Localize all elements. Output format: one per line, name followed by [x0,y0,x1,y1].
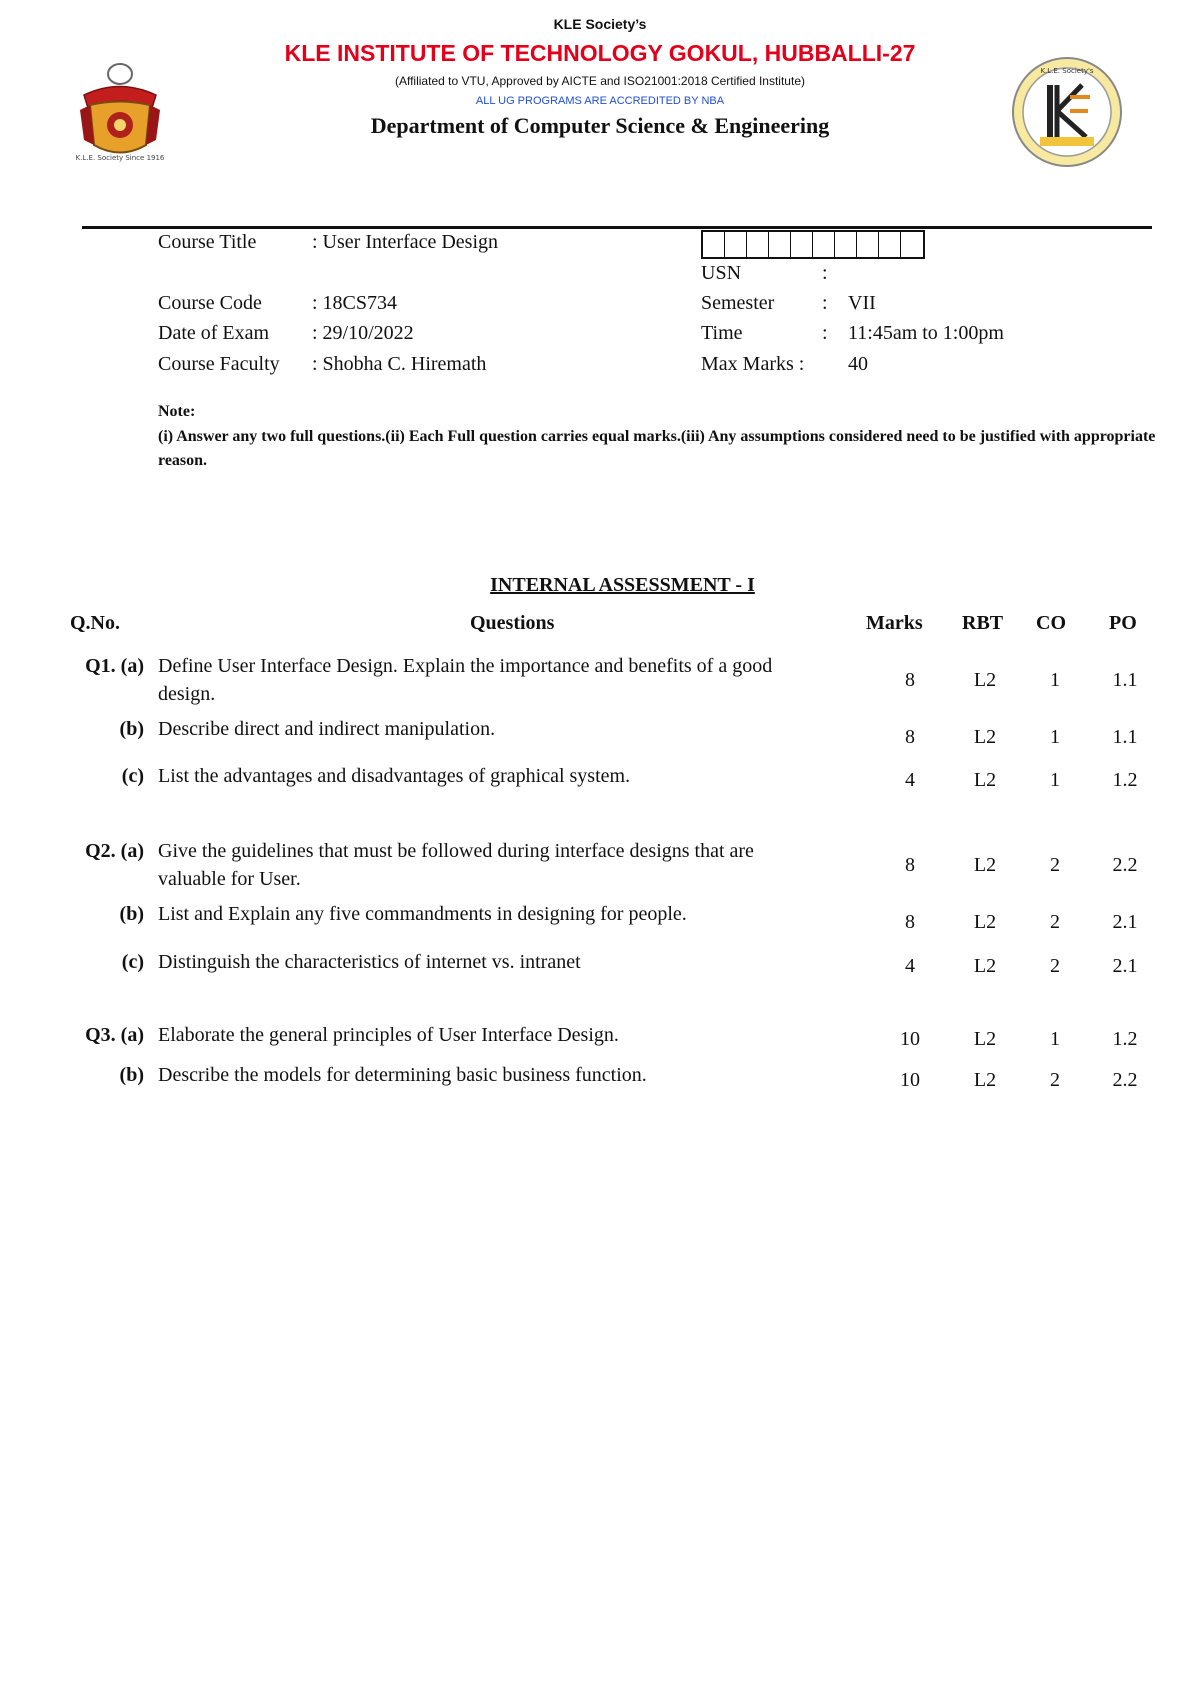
course-faculty-value: : Shobha C. Hiremath [312,353,487,375]
usn-box[interactable] [813,232,835,257]
question-rbt: L2 [973,669,997,691]
usn-separator: : [822,262,828,284]
course-code-label: Course Code [158,292,262,314]
question-text: Define User Interface Design. Explain the importance and benefits of a good design. [158,655,773,705]
question-marks: 8 [905,854,915,876]
question-number: Q2. (a) [85,840,144,862]
semester-value: VII [848,292,876,314]
right-logo-text: K.L.E. Society's [1040,67,1094,75]
usn-box[interactable] [747,232,769,257]
question-po: 2.1 [1112,911,1138,933]
question-rbt: L2 [973,854,997,876]
question-co: 2 [1050,955,1060,977]
column-header-rbt: RBT [962,612,1004,634]
question-text: List the advantages and disadvantages of graphical system. [158,765,631,787]
question-marks: 10 [900,1069,920,1091]
question-co: 2 [1050,911,1060,933]
semester-separator: : [822,292,828,314]
usn-box[interactable] [769,232,791,257]
note-title: Note: [158,403,196,420]
question-marks: 10 [900,1028,920,1050]
usn-box[interactable] [857,232,879,257]
institute-name: KLE INSTITUTE OF TECHNOLOGY GOKUL, HUBBALLI-27 [284,40,916,66]
question-rbt: L2 [973,911,997,933]
question-marks: 8 [905,669,915,691]
question-marks: 4 [905,769,915,791]
question-po: 1.1 [1112,669,1138,691]
max-marks-value: 40 [848,353,868,375]
left-logo-text: K.L.E. Society Since 1916 [75,154,165,162]
affiliation-line: (Affiliated to VTU, Approved by AICTE and ISO21001:2018 Certified Institute) [394,74,805,88]
course-faculty-label: Course Faculty [158,353,280,375]
question-number: Q1. (a) [85,655,144,677]
column-header-marks: Marks [866,612,923,634]
question-text: List and Explain any five commandments in designing for people. [158,903,687,925]
question-rbt: L2 [973,1028,997,1050]
course-code-value: : 18CS734 [312,292,398,314]
max-marks-label: Max Marks : [701,353,805,375]
semester-label: Semester [701,292,775,314]
question-text: Distinguish the characteristics of internet vs. intranet [158,951,581,973]
accreditation-line: ALL UG PROGRAMS ARE ACCREDITED BY NBA [475,95,725,107]
question-text: Describe the models for determining basic business function. [158,1064,647,1086]
question-po: 2.2 [1112,854,1138,876]
column-header-po: PO [1109,612,1137,634]
question-co: 1 [1050,726,1060,748]
note-body: (i) Answer any two full questions.(ii) Each Full question carries equal marks.(iii) Any assumptions considered need to be justified with appropriate reason. [158,428,1156,469]
question-number: (b) [119,903,144,925]
question-text: Elaborate the general principles of User Interface Design. [158,1024,619,1046]
column-header-questions: Questions [470,612,555,634]
department-name: Department of Computer Science & Engineering [370,113,830,138]
time-label: Time [701,322,743,344]
usn-entry-boxes[interactable] [701,230,925,259]
assessment-title: INTERNAL ASSESSMENT - I [490,574,755,596]
question-number: Q3. (a) [85,1024,144,1046]
question-co: 1 [1050,1028,1060,1050]
question-co: 2 [1050,1069,1060,1091]
header-divider [82,226,1152,229]
course-title-value: : User Interface Design [312,231,499,253]
question-co: 1 [1050,669,1060,691]
usn-box[interactable] [791,232,813,257]
exam-date-label: Date of Exam [158,322,270,344]
question-rbt: L2 [973,769,997,791]
question-text: Describe direct and indirect manipulation. [158,718,496,740]
question-po: 1.2 [1112,1028,1138,1050]
question-rbt: L2 [973,726,997,748]
question-text: Give the guidelines that must be followed during interface designs that are valuable for User. [158,840,754,890]
question-number: (b) [119,718,144,740]
usn-box[interactable] [901,232,923,257]
question-po: 1.2 [1112,769,1138,791]
usn-box[interactable] [725,232,747,257]
question-number: (c) [121,765,144,787]
question-co: 2 [1050,854,1060,876]
question-rbt: L2 [973,1069,997,1091]
time-value: 11:45am to 1:00pm [848,322,1004,344]
column-header-co: CO [1036,612,1066,634]
column-header-qno: Q.No. [70,612,120,634]
question-rbt: L2 [973,955,997,977]
question-marks: 8 [905,726,915,748]
usn-box[interactable] [703,232,725,257]
question-co: 1 [1050,769,1060,791]
question-number: (b) [119,1064,144,1086]
usn-box[interactable] [879,232,901,257]
society-name: KLE Society’s [553,16,647,32]
question-po: 2.1 [1112,955,1138,977]
time-separator: : [822,322,828,344]
usn-label: USN [701,262,742,284]
question-po: 1.1 [1112,726,1138,748]
exam-date-value: : 29/10/2022 [312,322,414,344]
course-title-label: Course Title [158,231,257,253]
usn-box[interactable] [835,232,857,257]
question-number: (c) [121,951,144,973]
question-marks: 4 [905,955,915,977]
question-marks: 8 [905,911,915,933]
question-po: 2.2 [1112,1069,1138,1091]
